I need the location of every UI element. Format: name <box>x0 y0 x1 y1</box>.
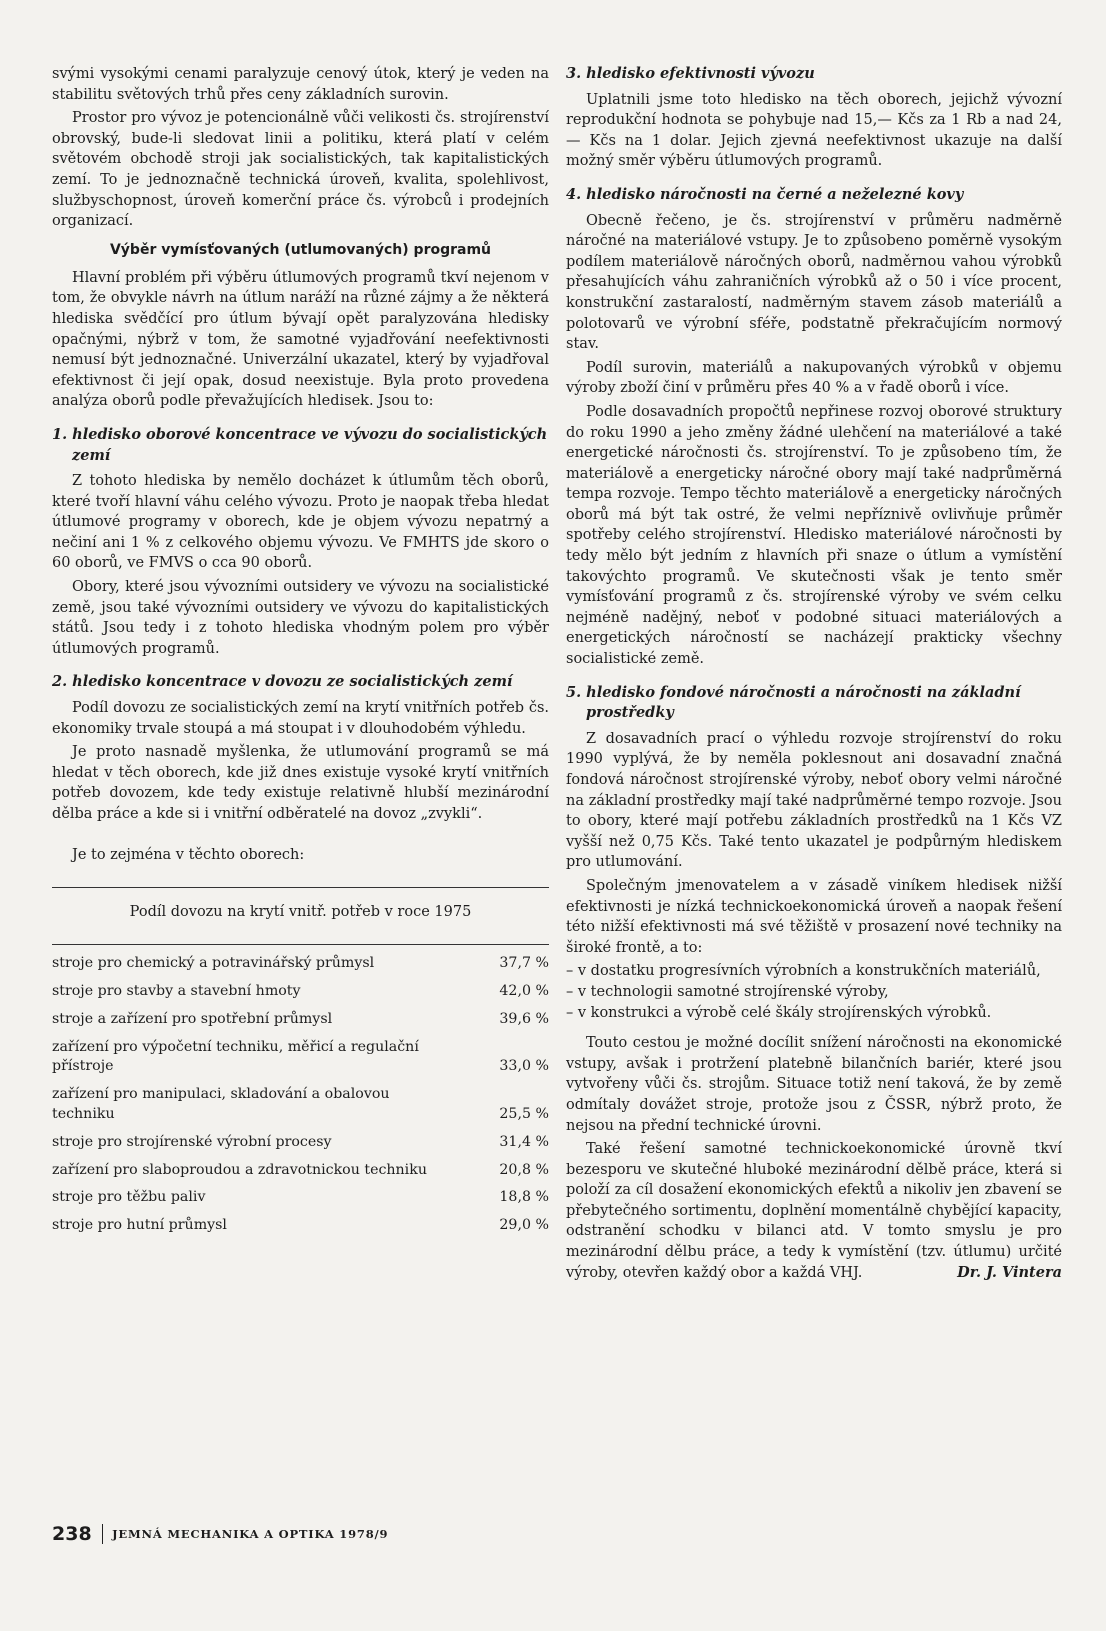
table-lead-in: Je to zejména v těchto oborech: <box>72 846 305 863</box>
table-row-label: zařízení pro manipulaci, skladování a obalovou techniku <box>52 1086 390 1122</box>
table-row-value: 39,6 % <box>499 1010 549 1027</box>
conclusion-paragraph: Také řešení samotné technickoekonomické úrovně tkví bezesporu ve skutečné hluboké mezinárodní dělbě práce, která si položí za cíl dosažení ekonomických efektů a nikoliv jen zbavení se přebytečného sortimentu, doplnění momentálně chybějící kapacity, odstranění schodku v bilanci atd. V tomto smyslu je pro mezinárodní dělbu práce, a tedy k vymístění (tzv. útlumu) určité výroby, otevřen každý obor a každá VHJ. <box>566 1141 1062 1281</box>
table-row-label: zařízení pro slaboproudou a zdravotnickou techniku <box>52 1161 427 1178</box>
import-share-table <box>52 887 549 1236</box>
table-row-label: stroje pro strojírenské výrobní procesy <box>52 1133 332 1150</box>
table-row-value: 37,7 % <box>499 955 549 972</box>
list-item: – v konstrukci a výrobě celé škály strojírenských výrobků. <box>566 1004 992 1021</box>
criterion-2-paragraph: Je proto nasnadě myšlenka, že utlumování programů se má hledat v těch oborech, kde již dnes existuje vysoké krytí vnitřních potřeb dovozem, kde tedy existuje relativně hlubší mezinárodní dělba práce a kde si i vnitřní odběratelé na dovoz „zvykli“. <box>52 744 549 822</box>
table-row <box>52 1085 549 1125</box>
section-title: Výběr vymísťovaných (utlumovaných) programů <box>109 241 492 258</box>
table-row-value: 29,0 % <box>499 1217 549 1234</box>
criterion-5-paragraph: Společným jmenovatelem a v zásadě viníkem hledisek nižší efektivnosti je nízká technickoekonomická úroveň a naopak řešení této nižší efektivnosti má své těžiště v prosazení nové techniky na široké frontě, a to: <box>566 877 1062 956</box>
intro-paragraph-continuation: svými vysokými cenami paralyzuje cenový útok, který je veden na stabilitu světových trhů přes ceny základních surovin. <box>52 66 549 103</box>
table-row <box>52 1161 549 1181</box>
table-row-label: stroje a zařízení pro spotřební průmysl <box>52 1010 333 1027</box>
criterion-4-paragraph: Podíl surovin, materiálů a nakupovaných výrobků v objemu výroby zboží činí v průměru přes 40 % a v řadě oborů i více. <box>566 359 1062 397</box>
table-header-rule <box>52 944 549 945</box>
table-caption: Podíl dovozu na krytí vnitř. potřeb v roce 1975 <box>129 904 472 921</box>
table-row-value: 31,4 % <box>499 1133 549 1150</box>
conclusion-paragraph: Touto cestou je možné docílit snížení náročnosti na ekonomické vstupy, avšak i protržení platebně bilančních bariér, které jsou vytvořeny vůči čs. strojům. Situace totiž není taková, že by země odmítaly dovážet stroje, protože jsou z ČSSR, nýbrž proto, že nejsou na přední technické úrovni. <box>566 1035 1062 1134</box>
journal-name: JEMNÁ MECHANIKA A OPTIKA 1978/9 <box>112 1527 389 1541</box>
table-row-label: stroje pro hutní průmysl <box>52 1217 227 1234</box>
criterion-2-paragraph: Podíl dovozu ze socialistických zemí na krytí vnitřních potřeb čs. ekonomiky trvale stoupá a má stoupat i v dlouhodobém výhledu. <box>52 700 549 737</box>
criterion-5-heading: 5. hledisko fondové náročnosti a náročnosti na základní prostředky <box>566 683 1021 722</box>
table-row-value: 18,8 % <box>499 1189 549 1206</box>
criterion-4-heading: 4. hledisko náročnosti na černé a neželezné kovy <box>566 185 964 203</box>
criterion-1-heading: 1. hledisko oborové koncentrace ve vývozu do socialistických zemí <box>52 425 548 464</box>
page-footer <box>52 1523 388 1545</box>
table-row <box>52 954 549 974</box>
criterion-1-paragraph: Obory, které jsou vývozními outsidery ve vývozu na socialistické země, jsou také vývozními outsidery ve vývozu do kapitalistických států. Jsou tedy i z tohoto hlediska vhodným polem pro výběr útlumových programů. <box>52 579 549 657</box>
table-row <box>52 1188 549 1208</box>
intro-paragraph: Prostor pro vývoz je potencionálně vůči velikosti čs. strojírenství obrovský, bude-li sledovat linii a politiku, která platí v celém světovém obchodě stroji jak socialistických, tak kapitalistických zemí. To je jednoznačně technická úroveň, kvalita, spolehlivost, službyschopnost, úroveň komerční práce čs. výrobců i prodejních organizací. <box>52 110 549 230</box>
table-row-value: 20,8 % <box>499 1161 549 1178</box>
table-row-label: stroje pro chemický a potravinářský průmysl <box>52 955 375 972</box>
table-row <box>52 1216 549 1236</box>
table-row-value: 42,0 % <box>499 982 549 999</box>
list-item: – v dostatku progresívních výrobních a konstrukčních materiálů, <box>566 963 1041 980</box>
table-row-value: 25,5 % <box>499 1105 549 1122</box>
measures-list <box>566 961 1062 1023</box>
table-row <box>52 1133 549 1153</box>
criterion-1-paragraph: Z tohoto hlediska by nemělo docházet k útlumům těch oborů, které tvoří hlavní váhu celého vývozu. Proto je naopak třeba hledat útlumové programy v oborech, kde je objem vývozu nepatrný a nečiní ani 1 % z celkového objemu vývozu. Ve FMHTS jde skoro o 60 oborů, ve FMVS o cca 90 oborů. <box>52 473 549 572</box>
author-name: Dr. J. Vintera <box>957 1264 1062 1282</box>
table-row <box>52 1010 549 1030</box>
left-column <box>52 64 549 1244</box>
table-row <box>52 982 549 1002</box>
table-row-value: 33,0 % <box>499 1058 549 1075</box>
criterion-2-heading: 2. hledisko koncentrace v dovozu ze socialistických zemí <box>52 673 513 691</box>
right-column <box>566 64 1062 1284</box>
table-row-label: zařízení pro výpočetní techniku, měřicí a regulační přístroje <box>52 1038 419 1075</box>
page-number: 238 <box>52 1523 92 1545</box>
criterion-5-paragraph: Z dosavadních prací o výhledu rozvoje strojírenství do roku 1990 vyplývá, že by neměla poklesnout ani dosavadní značná fondová náročnost strojírenské výroby, neboť obory velmi náročné na základní prostředky mají také nadprůměrné tempo rozvoje. Jsou to obory, které mají potřebu základních prostředků na 1 Kčs VZ vyšší než 0,75 Kčs. Také tento ukazatel je podpůrným hlediskem pro utlumování. <box>566 730 1062 871</box>
section-paragraph: Hlavní problém při výběru útlumových programů tkví nejenom v tom, že obvykle návrh na útlum naráží na různé zájmy a že některá hlediska svědčící pro útlum bývají opět paralyzována hledisky opačnými, nýbrž v tom, že samotné vyjadřování neefektivnosti nemusí být jednoznačné. Univerzální ukazatel, který by vyjadřoval efektivnost či její opak, dosud neexistuje. Byla proto provedena analýza oborů podle převažujících hledisek. Jsou to: <box>52 269 549 410</box>
criterion-4-paragraph: Obecně řečeno, je čs. strojírenství v průměru nadměrně náročné na materiálové vstupy. Je to způsobeno poměrně vysokým podílem materiálově náročných oborů, nadměrnou vahou výrobků přesahujících váhu zahraničních výrobků až o 50 i více procent, konstrukční zastaralostí, nadměrným stavem zásob materiálů a polotovarů ve výrobní sféře, podstatně překračujícím normový stav. <box>566 212 1062 353</box>
criterion-3-paragraph: Uplatnili jsme toto hledisko na těch oborech, jejichž vývozní reprodukční hodnota se pohybuje nad 15,— Kčs za 1 Rb a nad 24,— Kčs na 1 dolar. Jejich zjevná neefektivnost ukazuje na další možný směr výběru útlumových programů. <box>566 91 1062 170</box>
table-row <box>52 1038 549 1078</box>
list-item: – v technologii samotné strojírenské výroby, <box>566 983 889 1000</box>
table-body <box>52 954 549 1236</box>
table-row-label: stroje pro těžbu paliv <box>52 1189 206 1206</box>
criterion-3-heading: 3. hledisko efektivnosti vývozu <box>566 65 815 82</box>
footer-divider <box>102 1524 104 1544</box>
table-row-label: stroje pro stavby a stavební hmoty <box>52 982 301 999</box>
criterion-4-paragraph: Podle dosavadních propočtů nepřinese rozvoj oborové struktury do roku 1990 a jeho změny žádné ulehčení na materiálové a také energetické náročnosti čs. strojírenství. To je způsobeno tím, že materiálově a energeticky náročné obory mají také nadprůměrná tempa rozvoje. Tempo těchto materiálově a energeticky náročných oborů má být tak ostré, že velmi nepříznivě ovlivňuje průměr spotřeby celého strojírenství. Hledisko materiálové náročnosti by tedy mělo být jedním z hlavních při snaze o útlum a vymístění takovýchto programů. Ve skutečnosti však je tento směr vymísťování programů z čs. strojírenské výroby ve svém celku nejméně nadějný, neboť v podobné situaci materiálových a energetických náročností se nacházejí prakticky všechny socialistické země. <box>566 403 1062 668</box>
